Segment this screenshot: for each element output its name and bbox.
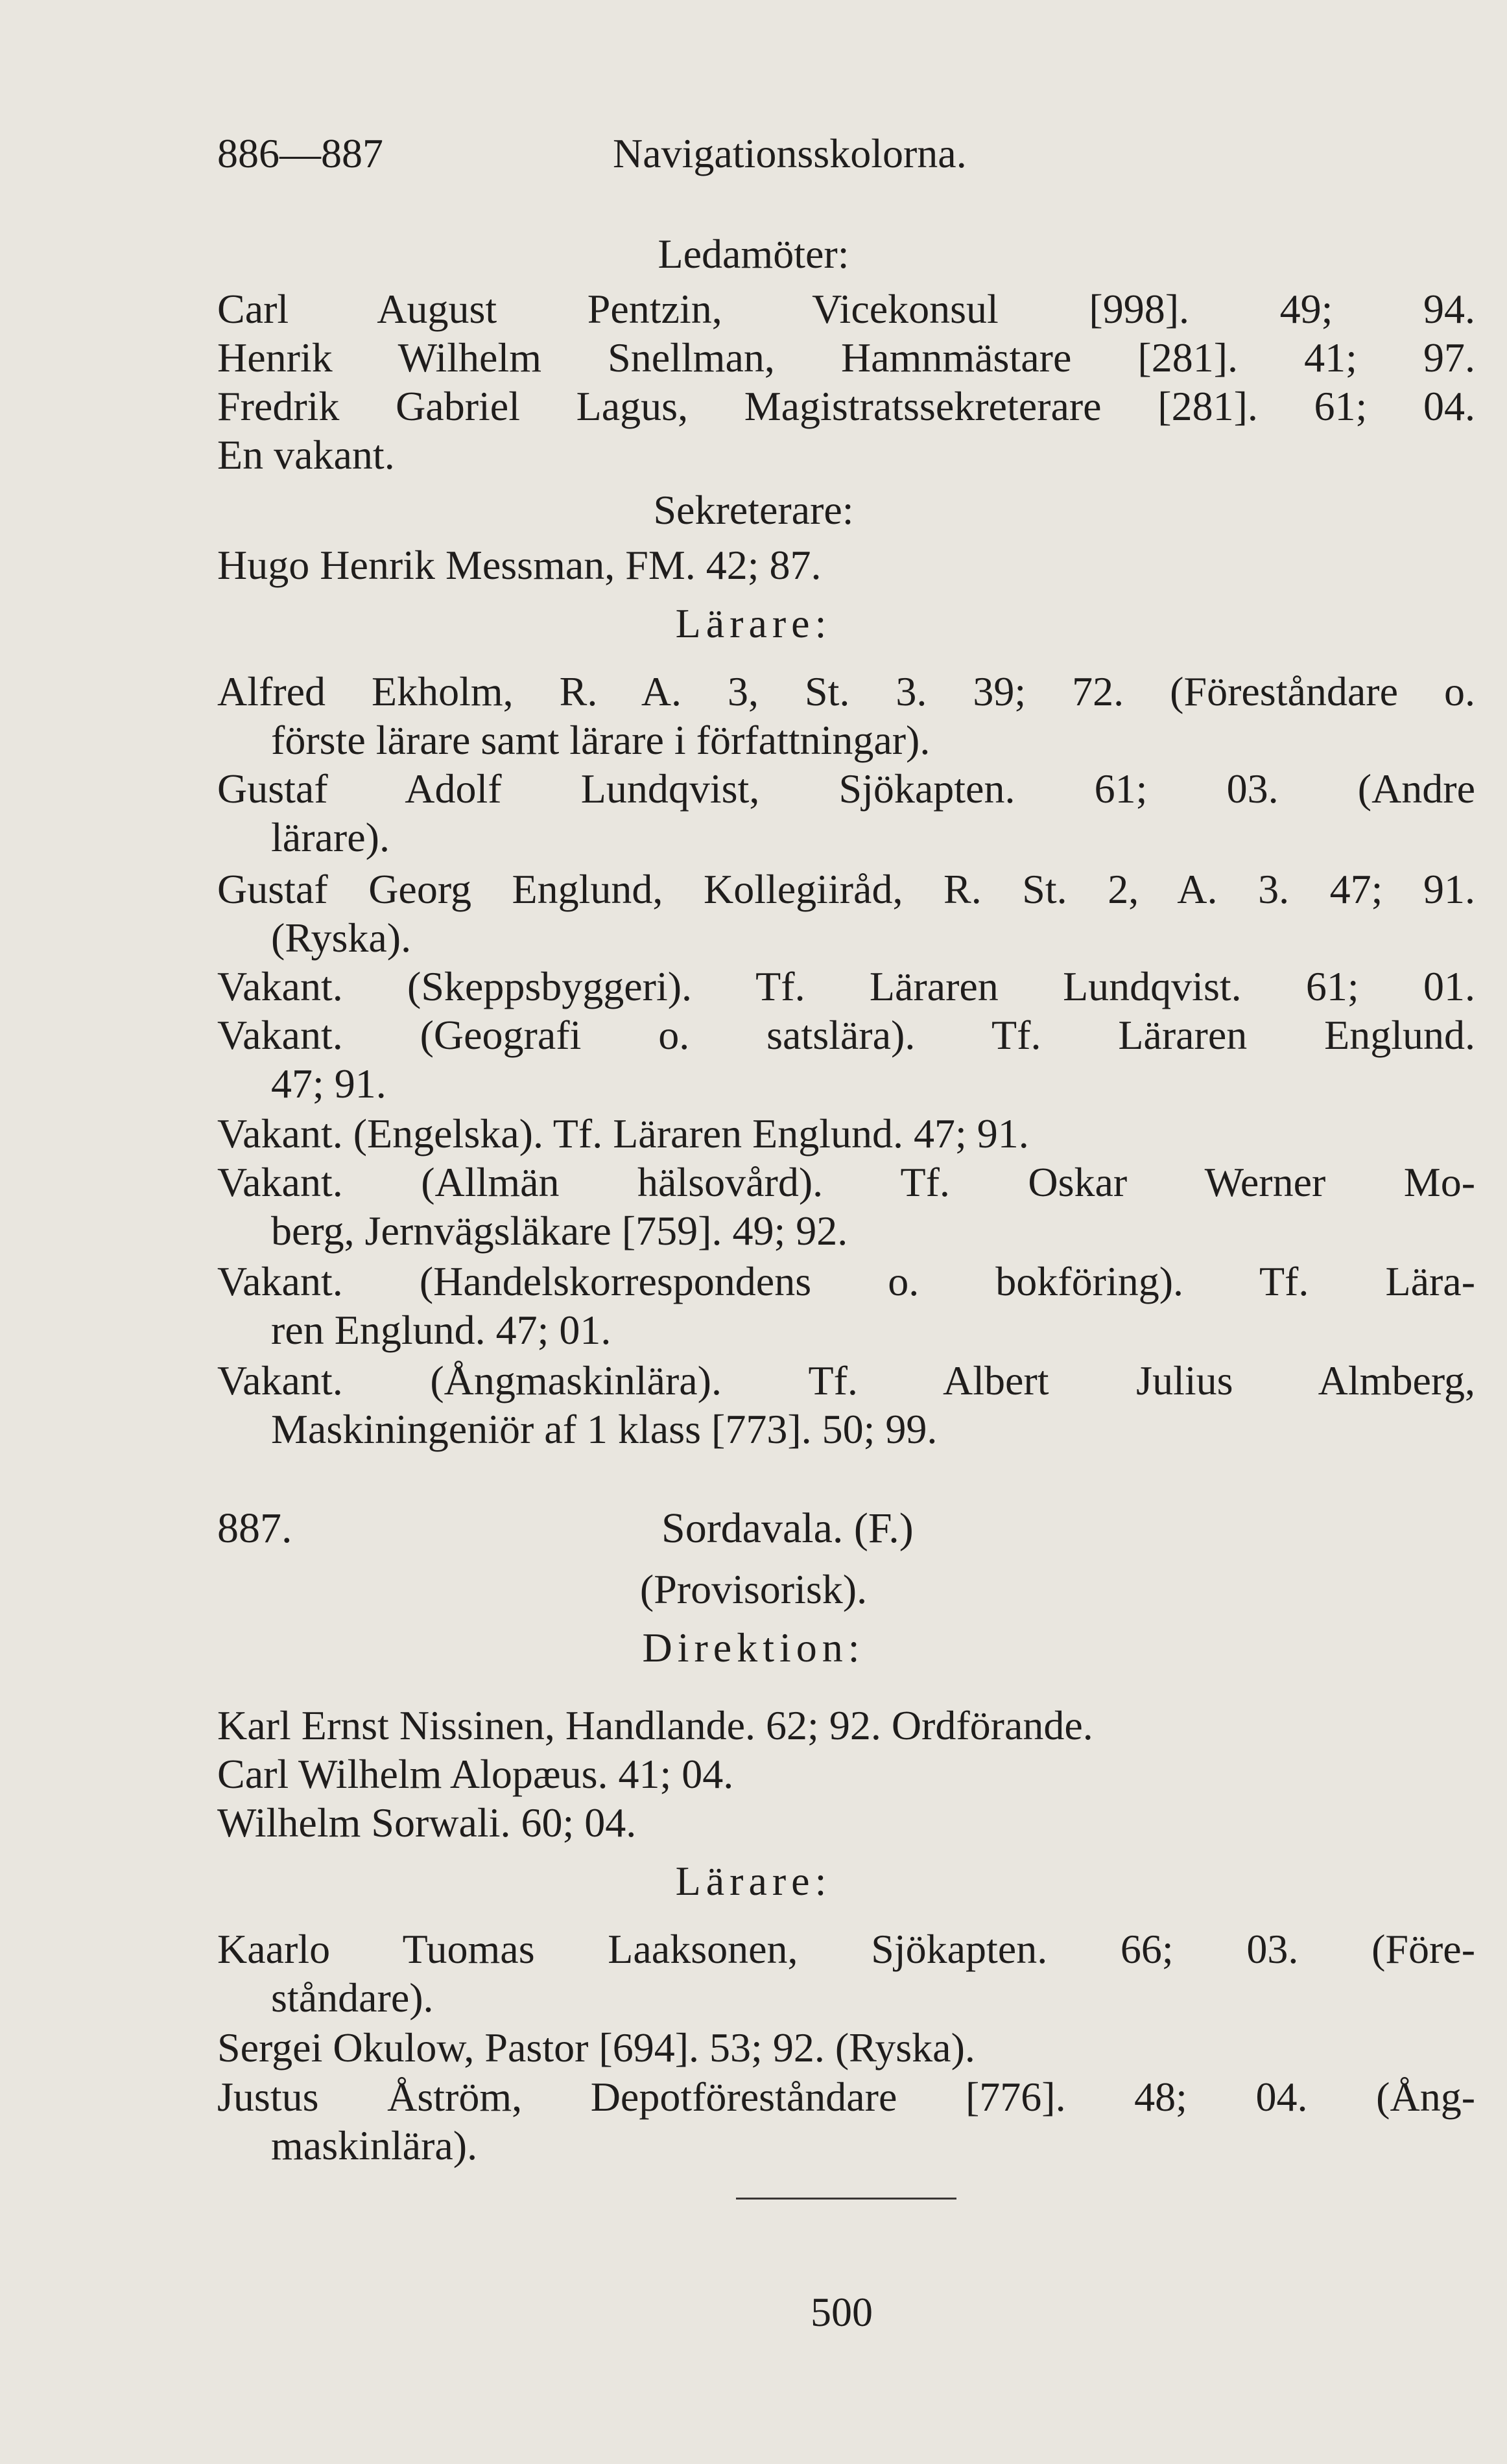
section-subtitle: (Provisorisk). (639, 1566, 868, 1612)
direction-line: Wilhelm Sorwali. 60; 04. (217, 1800, 637, 1846)
member-line: Fredrik Gabriel Lagus, Magistratssekreterare [281]. 61; 04. (217, 383, 1475, 429)
teacher-line: Gustaf Georg Englund, Kollegiiråd, R. St. 2, A. 3. 47; 91. (217, 866, 1475, 912)
teacher-line: Sergei Okulow, Pastor [694]. 53; 92. (Ryska). (217, 2024, 975, 2071)
header-page-range: 886—887 (217, 130, 383, 176)
teacher-line: Vakant. (Ångmaskinlära). Tf. Albert Julius Almberg, (217, 1357, 1475, 1403)
teacher-line-cont: 47; 91. (271, 1061, 386, 1107)
member-line: Carl August Pentzin, Vicekonsul [998]. 49; 94. (217, 286, 1475, 332)
direction-line: Carl Wilhelm Alopæus. 41; 04. (217, 1751, 734, 1797)
teachers-heading: Lärare: (675, 1858, 832, 1904)
teacher-line-cont: ren Englund. 47; 01. (271, 1307, 611, 1353)
teacher-line: Kaarlo Tuomas Laaksonen, Sjökapten. 66; 03. (Före- (217, 1926, 1475, 1972)
page-number: 500 (811, 2289, 873, 2335)
teacher-line: Justus Åström, Depotföreståndare [776]. 48; 04. (Ång- (217, 2074, 1475, 2120)
teacher-line: Alfred Ekholm, R. A. 3, St. 3. 39; 72. (Föreståndare o. (217, 668, 1475, 714)
teacher-line: Vakant. (Handelskorrespondens o. bokföring). Tf. Lära- (217, 1258, 1475, 1304)
teacher-line-cont: maskinlära). (271, 2122, 478, 2168)
secretary-line: Hugo Henrik Messman, FM. 42; 87. (217, 542, 822, 588)
teacher-line: Vakant. (Skeppsbyggeri). Tf. Läraren Lundqvist. 61; 01. (217, 963, 1475, 1009)
teacher-line-cont: berg, Jernvägsläkare [759]. 49; 92. (271, 1208, 848, 1254)
direction-line: Karl Ernst Nissinen, Handlande. 62; 92. Ordförande. (217, 1702, 1093, 1748)
teacher-line-cont: lärare). (271, 814, 390, 860)
teachers-heading: Lärare: (675, 600, 832, 646)
section-number: 887. (217, 1505, 292, 1552)
teacher-line-cont: (Ryska). (271, 915, 412, 961)
member-line: En vakant. (217, 432, 395, 478)
teacher-line: Vakant. (Allmän hälsovård). Tf. Oskar Werner Mo- (217, 1159, 1475, 1205)
direction-heading: Direktion: (642, 1625, 865, 1671)
teacher-line-cont: ståndare). (271, 1975, 434, 2021)
member-line: Henrik Wilhelm Snellman, Hamnmästare [281]. 41; 97. (217, 334, 1475, 381)
teacher-line: Gustaf Adolf Lundqvist, Sjökapten. 61; 03. (Andre (217, 766, 1475, 812)
separator-rule (736, 2198, 956, 2200)
teacher-line-cont: Maskiningeniör af 1 klass [773]. 50; 99. (271, 1406, 938, 1452)
teacher-line: Vakant. (Engelska). Tf. Läraren Englund. 47; 91. (217, 1110, 1029, 1156)
members-heading: Ledamöter: (658, 231, 849, 277)
section-title: Sordavala. (F.) (661, 1505, 914, 1552)
teacher-line-cont: förste lärare samt lärare i författningar). (271, 717, 931, 763)
secretary-heading: Sekreterare: (653, 487, 854, 533)
header-title: Navigationsskolorna. (613, 130, 967, 176)
running-header (217, 130, 1475, 194)
teacher-line: Vakant. (Geografi o. satslära). Tf. Läraren Englund. (217, 1012, 1475, 1058)
